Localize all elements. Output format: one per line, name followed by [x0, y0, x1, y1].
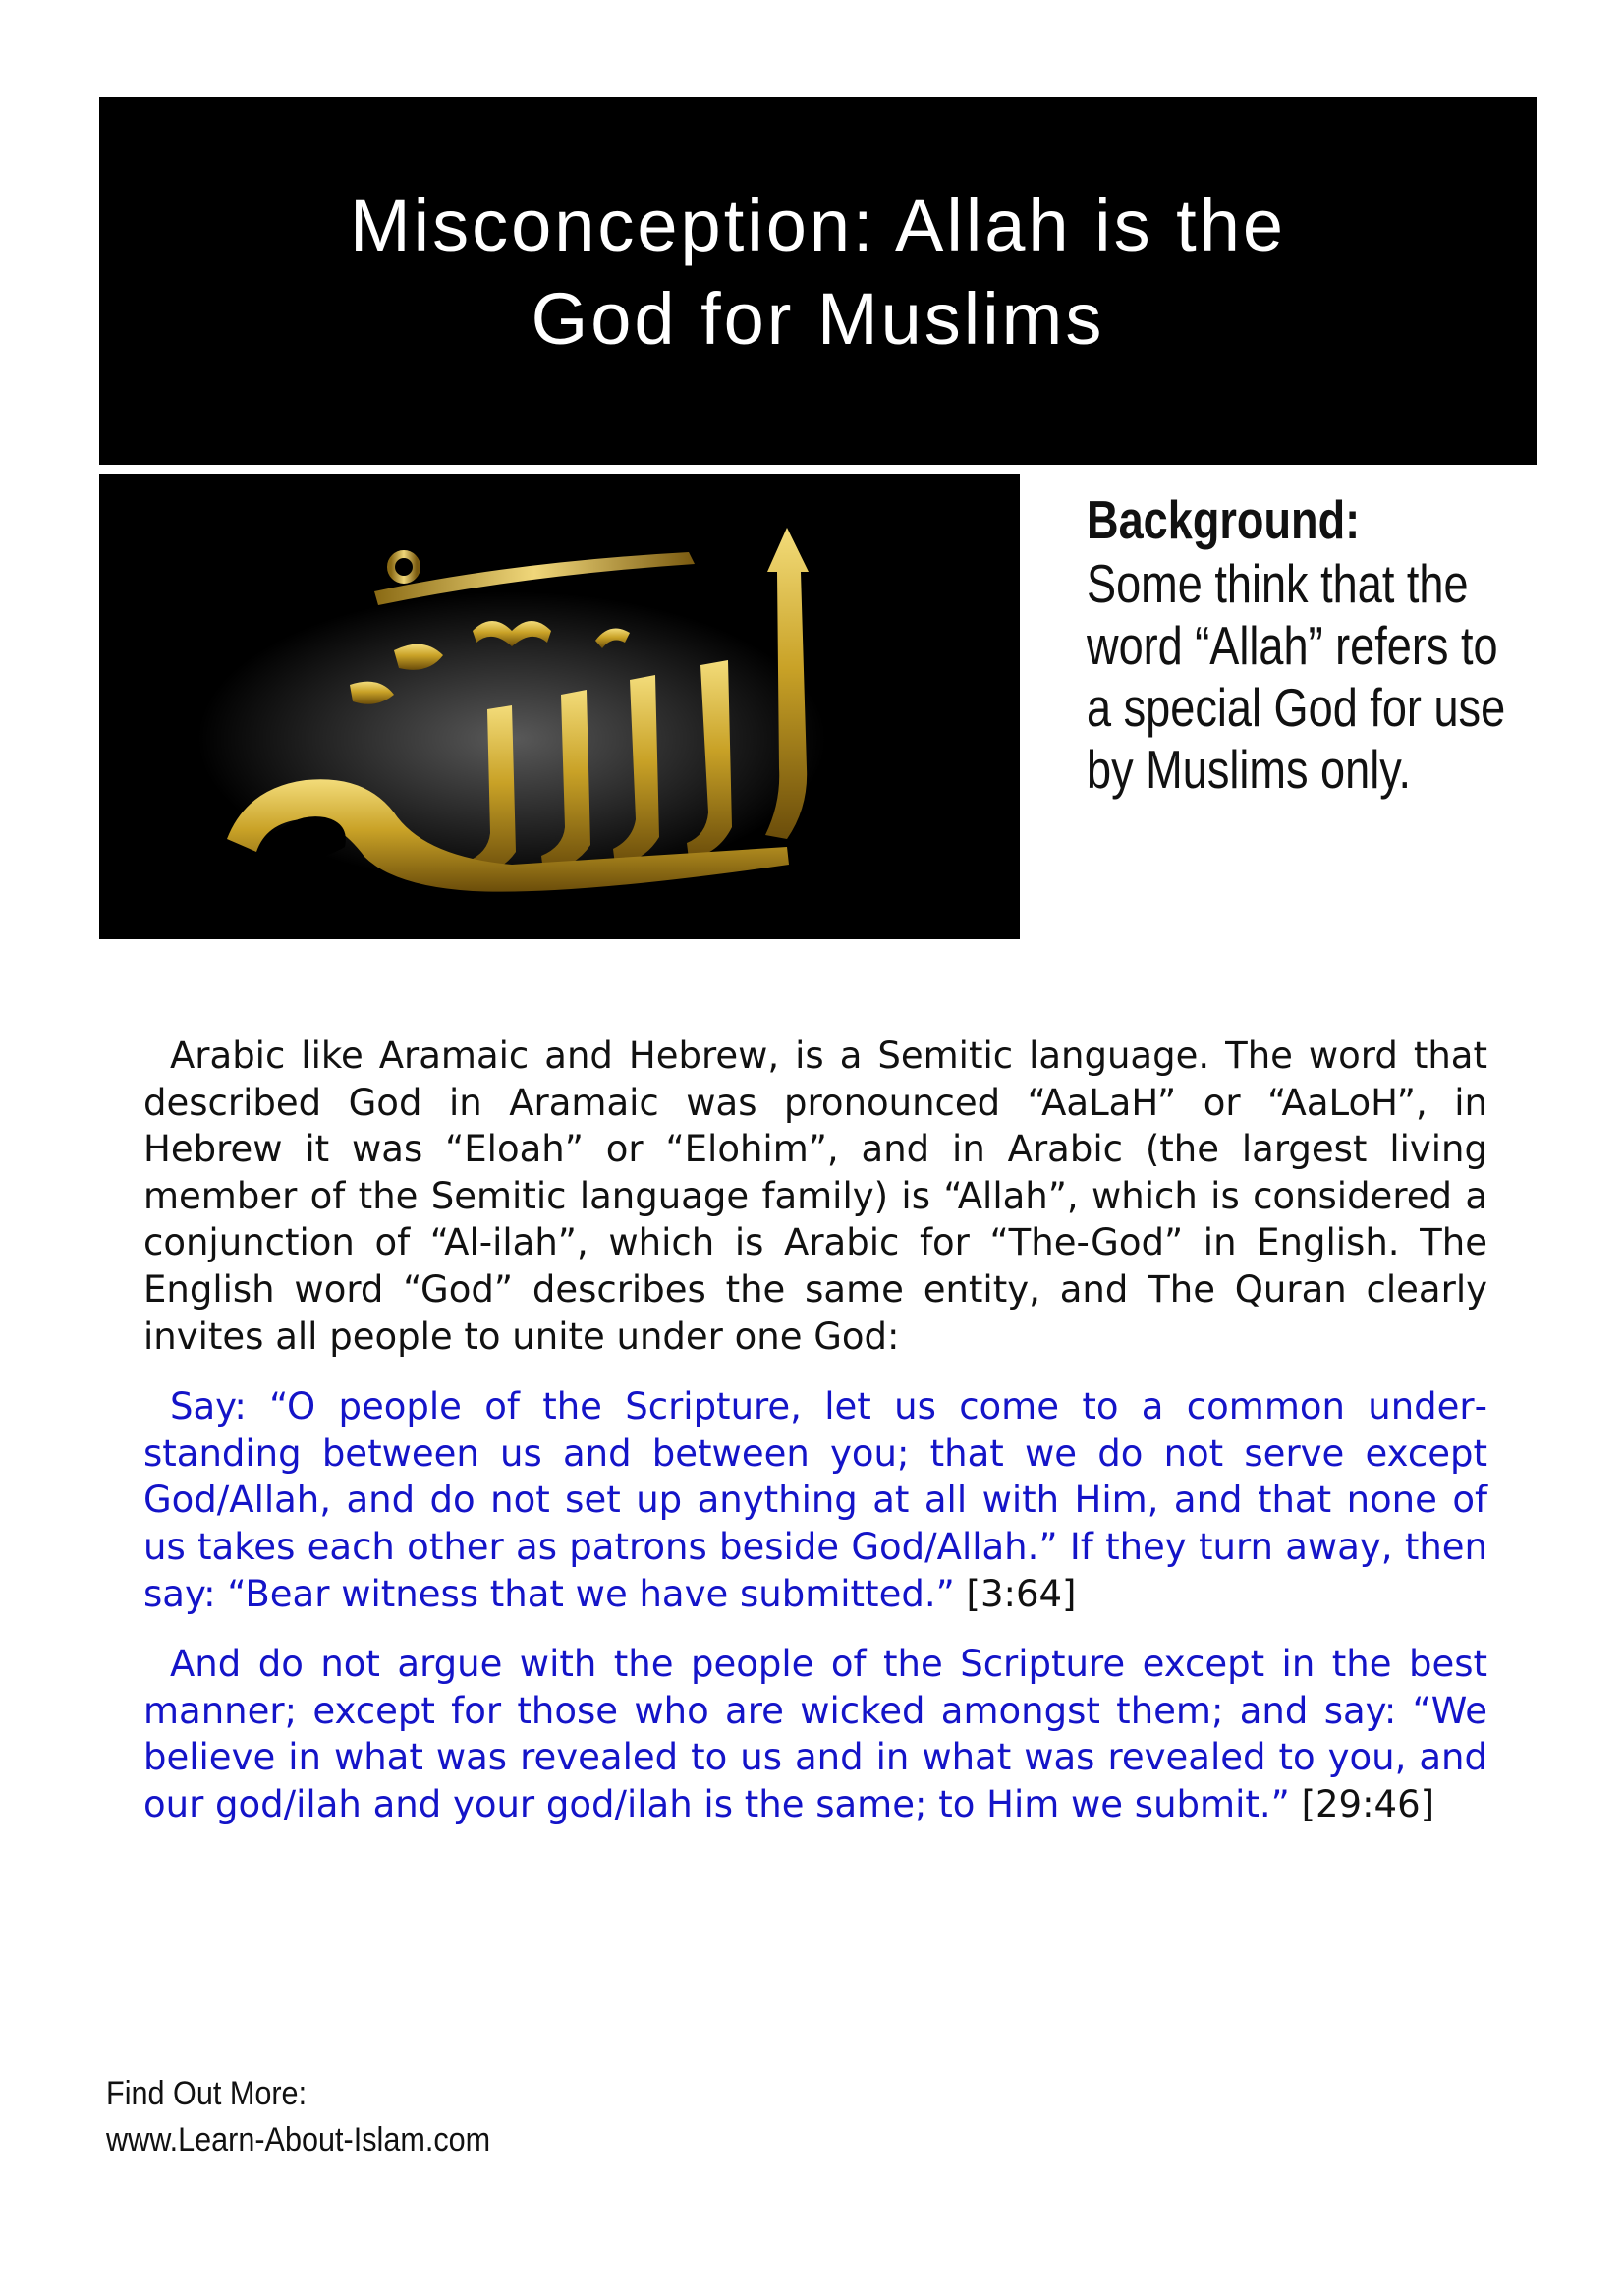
quote-reference: [29:46]	[1301, 1782, 1435, 1825]
title-banner	[99, 97, 1537, 465]
footer-label: Find Out More:	[106, 2075, 308, 2112]
allah-calligraphy-image	[99, 474, 1020, 939]
intro-paragraph: Arabic like Aramaic and Hebrew, is a Semitic language. The word that described God in Aramaic was pronounced “AaLaH” or “AaLoH”, in Hebrew it was “Eloah” or “Elohim”, and in Arabic (the largest living member of the Semitic language family) is “Allah”, which is considered a conjunction of “Al-ilah”, which is Arabic for “The-God” in English. The English word “God” describes the same entity, and The Quran clearly invites all people to unite under one God:	[143, 1035, 1487, 1358]
background-box	[1087, 488, 1529, 801]
page-title-line-1: Misconception: Allah is the	[349, 185, 1287, 266]
body-text	[143, 1033, 1487, 1852]
page-title-line-2: God for Muslims	[531, 278, 1105, 360]
footer-website-link[interactable]: www.Learn-About-Islam.com	[106, 2121, 491, 2158]
quote-text: Say: “O people of the Scripture, let us come to a common understanding between us and between you; that we do not serve except God/Allah, and do not set up anything at all with Him, and that none of us takes each other as patrons beside God/Allah.” If they turn away, then say: “Bear witness that we have submitted.”	[143, 1385, 1487, 1615]
quran-quote-3-64	[143, 1383, 1487, 1617]
background-heading: Background:	[1087, 489, 1361, 550]
quote-reference: [3:64]	[966, 1572, 1077, 1615]
quran-quote-29-46	[143, 1641, 1487, 1827]
allah-calligraphy-icon	[99, 474, 1020, 939]
background-text: Some think that the word “Allah” refers to a special God for use by Muslims only.	[1087, 553, 1506, 800]
footer	[106, 2071, 490, 2163]
quote-text: And do not argue with the people of the Scripture except in the best manner; except for those who are wicked amongst them; and say: “We believe in what was revealed to us and in what was revealed to you, and our god/ilah and your god/ilah is the same; to Him we submit.”	[143, 1643, 1487, 1825]
